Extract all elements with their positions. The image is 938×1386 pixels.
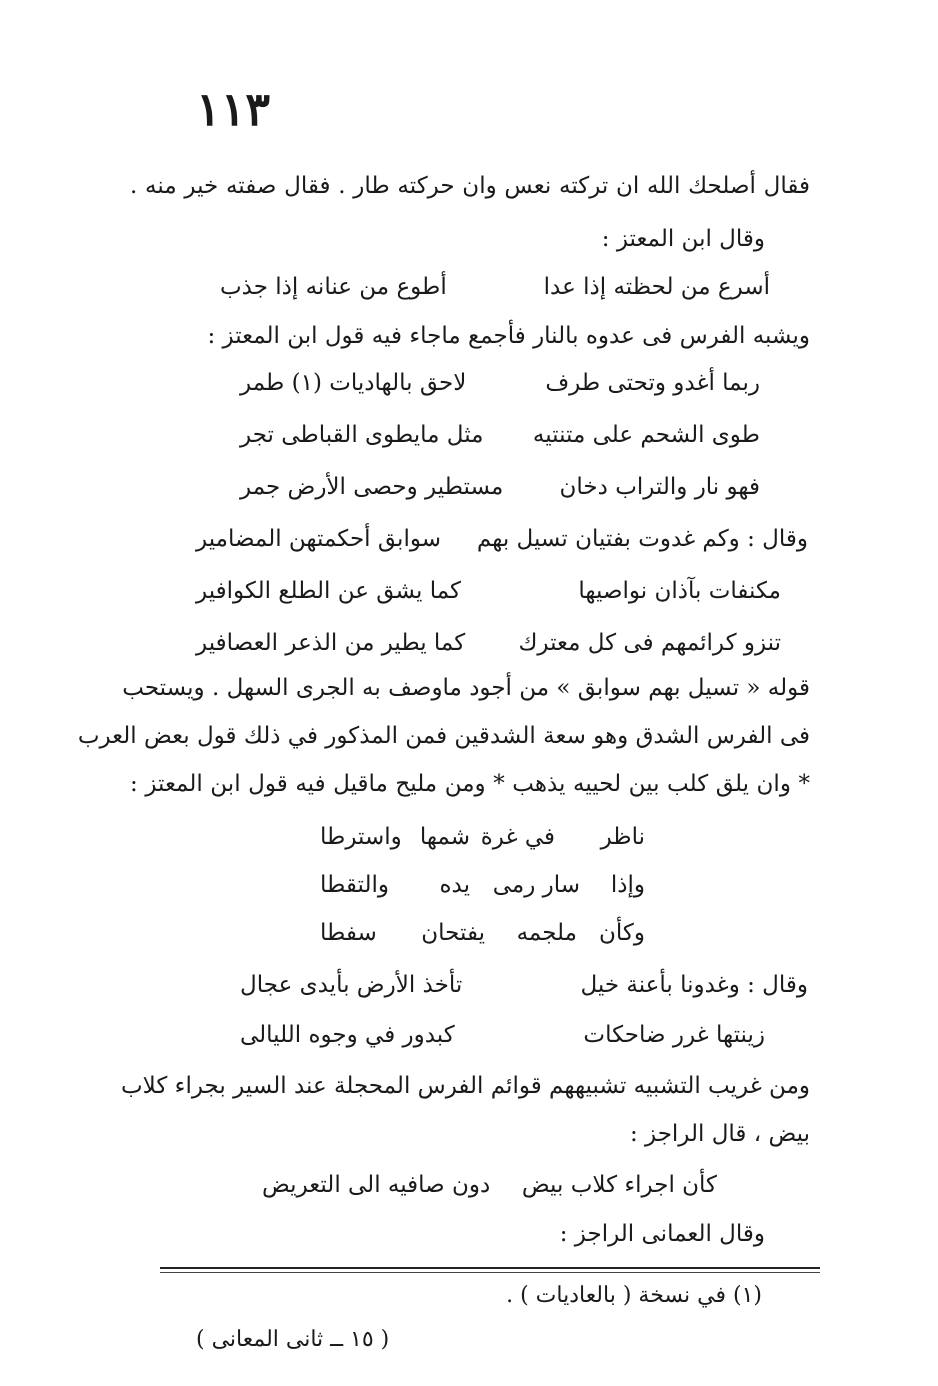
- verse-hemistich: فهو نار والتراب دخان: [559, 474, 760, 500]
- verse-word: ملجمه: [516, 920, 577, 946]
- verse-hemistich: لاحق بالهاديات (١) طمر: [240, 370, 467, 396]
- verse-word: سفطا: [320, 920, 377, 946]
- verse-hemistich: أطوع من عنانه إذا جذب: [220, 274, 447, 300]
- verse-hemistich: وقال : وغدونا بأعنة خيل: [580, 972, 808, 998]
- verse-hemistich: مستطير وحصى الأرض جمر: [240, 474, 504, 500]
- verse-hemistich: مكنفات بآذان نواصيها: [578, 578, 781, 604]
- verse: [196, 514, 808, 564]
- text-line: وقال ابن المعتز :: [601, 226, 765, 252]
- verse-hemistich: كما يشق عن الطلع الكوافير: [196, 578, 461, 604]
- signature-mark: ( ١٥ ــ ثانى المعانى ): [196, 1327, 390, 1352]
- verse-hemistich: كأن اجراء كلاب بيض: [521, 1172, 717, 1198]
- verse-hemistich: ربما أغدو وتحتى طرف: [545, 370, 760, 396]
- verse-hemistich: تنزو كرائمهم فى كل معترك: [518, 630, 781, 656]
- verse-hemistich: أسرع من لحظته إذا عدا: [543, 274, 770, 300]
- verse-word: يفتحان: [421, 920, 485, 946]
- verse-hemistich: كبدور في وجوه الليالى: [240, 1022, 455, 1048]
- verse-hemistich: دون صافيه الى التعريض: [262, 1172, 491, 1198]
- verse: [240, 462, 760, 512]
- verse: [200, 262, 770, 312]
- verse-hemistich: طوى الشحم على متنتيه: [532, 422, 760, 448]
- footnote-divider: [160, 1267, 820, 1269]
- verse: [262, 1160, 717, 1210]
- verse: [320, 812, 645, 862]
- verse: [240, 410, 760, 460]
- text-line: بيض ، قال الراجز :: [629, 1121, 810, 1147]
- verse-hemistich: زينتها غرر ضاحكات: [583, 1022, 765, 1048]
- text-line: فقال أصلحك الله ان تركته نعس وان حركته طار . فقال صفته خير منه .: [130, 173, 810, 199]
- verse: [320, 860, 645, 910]
- verse-word: والتقطا: [320, 872, 389, 898]
- verse-word: ناظر: [600, 824, 645, 850]
- text-line: ومن غريب التشبيه تشبيههم قوائم الفرس المحجلة عند السير بجراء كلاب: [121, 1073, 810, 1099]
- text-line: * وان يلق كلب بين لحييه يذهب * ومن مليح ماقيل فيه قول ابن المعتز :: [130, 771, 810, 797]
- verse: [320, 908, 645, 958]
- text-line: ويشبه الفرس فى عدوه بالنار فأجمع ماجاء فيه قول ابن المعتز :: [207, 323, 810, 349]
- page-number: ١١٣: [196, 82, 271, 136]
- footnote-divider: [160, 1272, 820, 1273]
- verse: [240, 358, 760, 408]
- verse-hemistich: كما يطير من الذعر العصافير: [196, 630, 466, 656]
- verse-word: وإذا: [610, 872, 645, 898]
- verse-word: وكأن: [599, 920, 645, 946]
- text-line: قوله « تسيل بهم سوابق » من أجود ماوصف به الجرى السهل . ويستحب: [122, 675, 810, 701]
- verse-word: شمها: [419, 824, 470, 850]
- verse: [240, 960, 808, 1010]
- footnote: (١) في نسخة ( بالعاديات ) .: [506, 1283, 762, 1308]
- verse: [196, 618, 781, 668]
- verse-hemistich: تأخذ الأرض بأيدى عجال: [240, 972, 463, 998]
- verse: [196, 566, 781, 616]
- text-line: فى الفرس الشدق وهو سعة الشدقين فمن المذكور في ذلك قول بعض العرب: [77, 723, 810, 749]
- verse: [240, 1010, 765, 1060]
- verse-hemistich: وقال : وكم غدوت بفتيان تسيل بهم: [476, 526, 808, 552]
- verse-word: في غرة: [480, 824, 555, 850]
- verse-word: يده: [439, 872, 470, 898]
- verse-hemistich: مثل مايطوى القباطى تجر: [240, 422, 484, 448]
- verse-word: واسترطا: [320, 824, 402, 850]
- text-line: وقال العمانى الراجز :: [559, 1221, 765, 1247]
- verse-hemistich: سوابق أحكمتهن المضامير: [196, 526, 442, 552]
- verse-word: سار رمى: [492, 872, 580, 898]
